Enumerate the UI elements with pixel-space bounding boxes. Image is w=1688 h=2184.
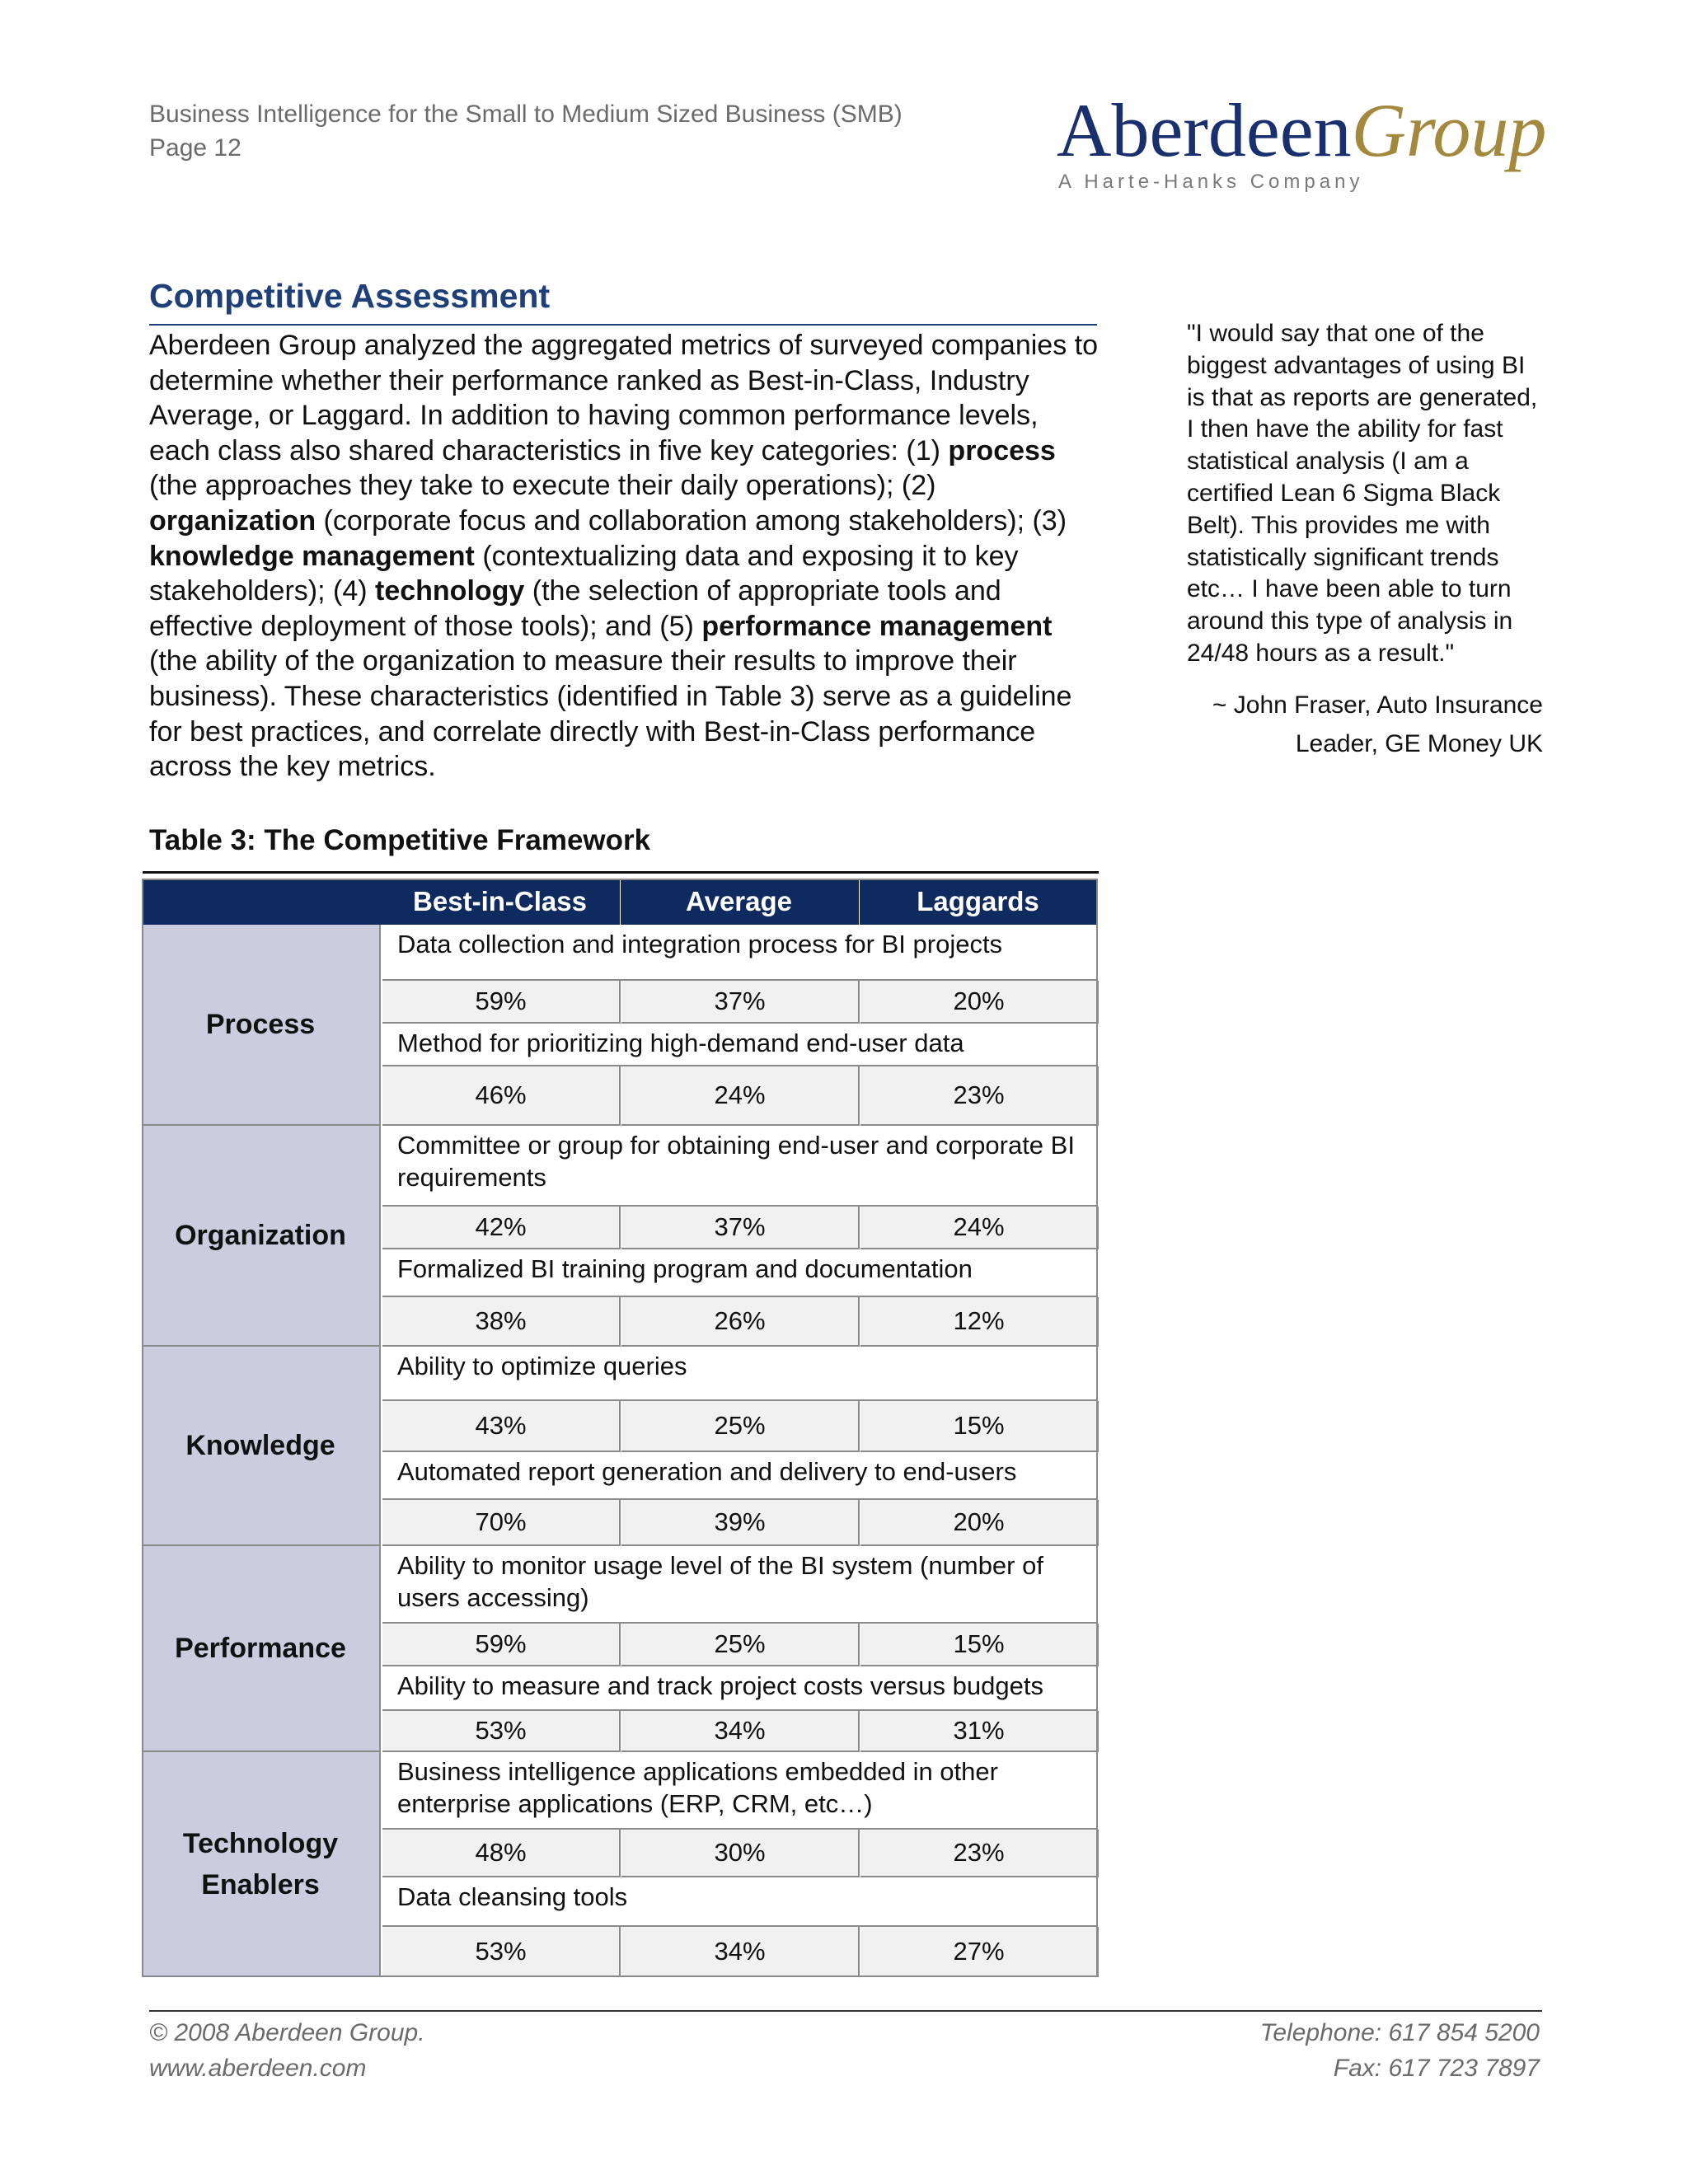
quote-attribution-line1: ~ John Fraser, Auto Insurance [1212, 691, 1543, 719]
body-text-run: (the ability of the organization to measure their results to improve their business). These characteristics (identified in Table 3) serve as a guideline for best practices, and correlate directly with Best-in-Class performance across the key metrics. [149, 645, 1072, 783]
category-cell-technology-enablers: Technology Enablers [142, 1752, 381, 1977]
section-divider [149, 324, 1097, 326]
column-header-best-in-class: Best-in-Class [413, 886, 587, 916]
body-text-run: (contextualizing data and exposing it to key stakeholders); (4) [149, 540, 1019, 607]
sidebar-quote: "I would say that one of the biggest advantages of using BI is that as reports are generated, I then have the ability for fast statistical analysis (I am a certified Lean 6 Sigma Black Belt). This provides me with statistically significant trends etc… I have been able to turn around this type of analysis in 24/48 hours as a result." [1187, 320, 1538, 667]
body-text-run: (corporate focus and collaboration among stakeholders); (3) [316, 504, 1067, 537]
header-title: Business Intelligence for the Small to Medium Sized Business (SMB) [149, 101, 903, 128]
body-paragraph [149, 328, 1105, 785]
percentage-cell: 15% [860, 1401, 1099, 1452]
table-title-rule [143, 871, 1099, 874]
percentage-cell: 53% [382, 1711, 621, 1752]
body-keyword: knowledge management [149, 540, 475, 572]
quote-attribution-line2: Leader, GE Money UK [1295, 730, 1543, 757]
percentage-cell: 23% [860, 1830, 1099, 1877]
percentage-cell: 34% [621, 1711, 860, 1752]
percentage-cell: 39% [621, 1500, 860, 1546]
practice-description: Ability to measure and track project costs versus budgets [382, 1666, 1098, 1711]
percentage-cell: 31% [860, 1711, 1099, 1752]
category-cell-process: Process [142, 925, 381, 1126]
footer-website: www.aberdeen.com [149, 2055, 367, 2082]
percentage-cell: 27% [860, 1927, 1099, 1977]
column-header-average: Average [685, 886, 793, 916]
footer-telephone: Telephone: 617 854 5200 [1259, 2019, 1540, 2046]
column-header-laggards: Laggards [917, 886, 1039, 916]
percentage-cell: 25% [621, 1401, 860, 1452]
percentage-cell: 46% [382, 1066, 621, 1126]
percentage-cell: 24% [860, 1207, 1099, 1249]
header-separator [859, 879, 860, 925]
category-cell-organization: Organization [142, 1126, 381, 1347]
practice-description: Method for prioritizing high-demand end-user data [382, 1024, 1098, 1066]
percentage-cell: 23% [860, 1066, 1099, 1126]
practice-description: Formalized BI training program and documentation [382, 1249, 1098, 1297]
percentage-cell: 59% [382, 981, 621, 1024]
body-keyword: technology [375, 575, 525, 607]
percentage-cell: 53% [382, 1927, 621, 1977]
percentage-cell: 30% [621, 1830, 860, 1877]
category-cell-knowledge: Knowledge [142, 1347, 381, 1546]
percentage-cell: 38% [382, 1297, 621, 1347]
footer-fax: Fax: 617 723 7897 [1333, 2055, 1540, 2082]
percentage-cell: 24% [621, 1066, 860, 1126]
practice-description: Ability to optimize queries [382, 1347, 1098, 1401]
page-number: Page 12 [149, 134, 241, 162]
percentage-cell: 15% [860, 1624, 1099, 1666]
footer-copyright: © 2008 Aberdeen Group. [149, 2019, 425, 2046]
percentage-cell: 20% [860, 1500, 1099, 1546]
percentage-cell: 34% [621, 1927, 860, 1977]
body-text-run: Aberdeen Group analyzed the aggregated metrics of surveyed companies to determine whether their performance ranked as Best-in-Class, Industry Average, or Laggard. In addition to having common performance levels, each class also shared characteristics in five key categories: (1) [149, 330, 1099, 466]
percentage-cell: 43% [382, 1401, 621, 1452]
percentage-cell: 59% [382, 1624, 621, 1666]
percentage-cell: 26% [621, 1297, 860, 1347]
body-keyword: process [948, 434, 1056, 466]
practice-description: Business intelligence applications embedded in other enterprise applications (ERP, CRM, etc…) [382, 1752, 1098, 1830]
footer-divider [149, 2010, 1542, 2012]
competitive-framework-table [142, 879, 1098, 1977]
quote-attribution [1187, 686, 1543, 763]
logo-name-primary: Aberdeen [1057, 88, 1352, 172]
percentage-cell: 20% [860, 981, 1099, 1024]
practice-description: Data collection and integration process for BI projects [382, 925, 1098, 981]
practice-description: Data cleansing tools [382, 1877, 1098, 1927]
practice-description: Ability to monitor usage level of the BI system (number of users accessing) [382, 1546, 1098, 1624]
body-text-run: (the approaches they take to execute their daily operations); (2) [149, 470, 936, 502]
practice-description: Automated report generation and delivery to end-users [382, 1452, 1098, 1500]
category-cell-performance: Performance [142, 1546, 381, 1752]
body-keyword: organization [149, 504, 316, 537]
aberdeen-group-logo [1057, 88, 1547, 199]
percentage-cell: 37% [621, 981, 860, 1024]
header-separator [620, 879, 621, 925]
practice-description: Committee or group for obtaining end-user and corporate BI requirements [382, 1126, 1098, 1207]
logo-name-secondary: Group [1351, 88, 1547, 172]
body-text-run: (the selection of appropriate tools and effective deployment of those tools); and (5) [149, 575, 1001, 642]
percentage-cell: 48% [382, 1830, 621, 1877]
body-keyword: performance management [701, 610, 1053, 642]
percentage-cell: 42% [382, 1207, 621, 1249]
percentage-cell: 37% [621, 1207, 860, 1249]
percentage-cell: 70% [382, 1500, 621, 1546]
logo-tagline: A Harte-Hanks Company [1058, 171, 1364, 193]
percentage-cell: 12% [860, 1297, 1099, 1347]
percentage-cell: 25% [621, 1624, 860, 1666]
table-title: Table 3: The Competitive Framework [149, 824, 651, 856]
section-title: Competitive Assessment [149, 277, 551, 315]
